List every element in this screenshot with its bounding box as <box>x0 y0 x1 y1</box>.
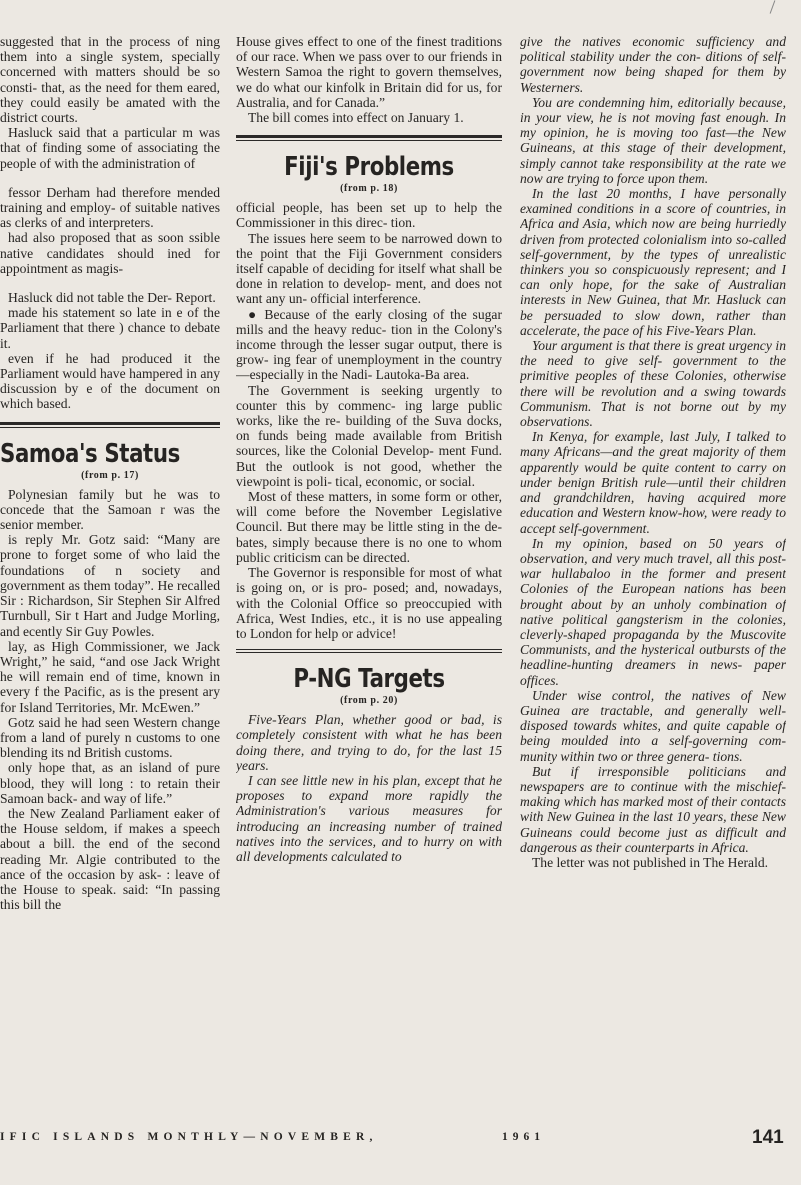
article-paragraph: official people, has been set up to help the Commissioner in this direc- tion. <box>236 200 502 231</box>
column-right <box>520 34 786 870</box>
article-paragraph: made his statement so late in e of the Parliament that there ) chance to debate it. <box>0 305 220 351</box>
letter-paragraph: give the natives economic sufficiency and political stability under the con- ditions of self-government now being shaped for them by Westerners. <box>520 34 786 95</box>
letter-paragraph: In my opinion, based on 50 years of observation, and very much travel, all this post-war hullabaloo in the former and present Colonies of the European nations has been brought about by an unholy combination of native political gangsterism in the colonies, cleverly-shaped propaganda by the Muscovite Communists, and the hysterical outbursts of the headline-hunting dreamers in news- paper offices. <box>520 535 786 688</box>
article-paragraph: had also proposed that as soon ssible native candidates should ined for appointment as magis- <box>0 230 220 276</box>
letter-paragraph: You are condemning him, editorially because, in your view, he is not moving fast enough. In my opinion, he is moving too fast—the New Guineans, at this stage of their development, simply cannot take responsibility at the rate we now are trying to force upon them. <box>520 94 786 186</box>
article-paragraph: suggested that in the process of ning them into a single system, specially concerned with matters should be so consti- that, as the need for them eared, they could easily be amated with the district courts. <box>0 34 220 126</box>
letter-paragraph: But if irresponsible politicians and newspapers are to continue with the mischief-making which has marked most of their contacts with New Guinea in the last 10 years, these New Guineans could become just as difficult and dangerous as their counterparts in Africa. <box>520 763 786 855</box>
page-number: 141 <box>752 1127 784 1148</box>
samoa-headline: Samoa's Status <box>0 438 180 469</box>
article-paragraph: even if he had produced it the Parliament would have hampered in any discussion by e of the document on which based. <box>0 350 220 412</box>
section-divider <box>236 649 502 653</box>
fiji-continued-from: (from p. 18) <box>340 183 398 195</box>
article-paragraph: House gives effect to one of the finest traditions of our race. When we pass over to our friends in Western Samoa the right to govern themselves, we do what our kinfolk in Britain did for us, for Australia, and for Canada.” <box>236 34 502 110</box>
article-paragraph: Most of these matters, in some form or other, will come before the November Legislative Council. But there may be little sting in the de- bates, simply because there is no one to whom public criticism can be directed. <box>236 489 502 565</box>
footer-year: 1961 <box>502 1131 545 1143</box>
column-left <box>0 34 220 912</box>
page-footer <box>0 1127 801 1151</box>
article-paragraph: The issues here seem to be narrowed down to the point that the Fiji Government considers itself capable of deciding for itself what shall be done in relation to develop- ment, and does not want any un- official interference. <box>236 230 502 307</box>
fiji-headline: Fiji's Problems <box>284 152 454 183</box>
letter-paragraph: In Kenya, for example, last July, I talked to many Africans—and the great majority of them apparently would be quite content to carry on under benign British rule—until their children and grandchildren, having acquired more education and Western know-how, were ready to accept self-government. <box>520 429 786 536</box>
closing-note: The letter was not published in The Herald. <box>532 854 769 870</box>
column-middle <box>236 34 502 864</box>
article-paragraph: is reply Mr. Gotz said: “Many are prone to forget some of who laid the foundations of n society and government as them today”. He recalled Sir : Richardson, Sir Stephen Sir Alfred Turnbull, Sir t Hart and Judge Morling, and ecently Sir Guy Powles. <box>0 532 220 639</box>
article-paragraph: only hope that, as an island of pure blood, they will long : to retain their Samoan back- and way of life.” <box>0 760 220 806</box>
png-headline: P-NG Targets <box>293 664 445 695</box>
letter-paragraph: Under wise control, the natives of New Guinea are tractable, and generally well-disposed towards whites, and quite capable of being moulded into a self-governing com- munity within two or three genera- tions. <box>520 687 786 764</box>
article-paragraph: Polynesian family but he was to concede that the Samoan r was the senior member. <box>0 486 220 533</box>
article-paragraph: I can see little new in his plan, except that he proposes to expand more rapidly the Administration's various measures for introducing an increasing number of trained natives into the services, and to hurry on with all developments calculated to <box>236 772 502 864</box>
article-paragraph: ● Because of the early closing of the sugar mills and the heavy reduc- tion in the Colony's income through the lesser sugar output, there is grow- ing fear of unemployment in the country—especially in the Nadi- Lautoka-Ba area. <box>236 306 502 383</box>
article-paragraph: The Government is seeking urgently to counter this by commenc- ing large public works, like the re- building of the Suva docks, on funds being made available from British sources, like the Colonial Develop- ment Fund. But the outlook is not good, whether the viewpoint is poli- tical, economic, or social. <box>236 382 502 489</box>
article-paragraph: the New Zealand Parliament eaker of the House seldom, if makes a speech about a bill. the end of the second reading Mr. Algie contributed to the ance of the occasion by ask- : leave of the House to speak. said: “In passing this bill the <box>0 805 220 913</box>
section-divider <box>236 135 502 141</box>
footer-masthead: IFIC ISLANDS MONTHLY—NOVEMBER, <box>0 1131 378 1143</box>
article-paragraph: Hasluck said that a particular m was that of finding some of associating the people of with the administration of <box>0 125 220 171</box>
article-paragraph: lay, as High Commissioner, we Jack Wright,” he said, “and ose Jack Wright he will remain end of time, known in every f the Pacific, as is the present ary for Island Territories, Mr. McEwen.” <box>0 638 220 715</box>
letter-paragraph: In the last 20 months, I have personally examined conditions in a score of countries, in Africa and Asia, which now are being hurriedly driven from protected colonialism into so-called self-government, by the types of unrealistic thinkers you so conspicuously represent; and I can only hope, for the sake of Australian interests in New Guinea, that Mr. Hasluck can be persuaded to slow down, rather than accelerate, the pace of his Five-Years Plan. <box>520 186 786 338</box>
page-corner-mark <box>770 0 776 13</box>
article-paragraph: The Governor is responsible for most of what is going on, or is pro- posed; and, nowadays, with the Colonial Office so preoccupied with Africa, West Indies, etc., it is no use appealing to London for help or advice! <box>236 565 502 641</box>
samoa-continued-from: (from p. 17) <box>81 469 139 481</box>
article-paragraph: Hasluck did not table the Der- Report. <box>8 290 216 306</box>
article-paragraph: fessor Derham had therefore mended training and employ- of suitable natives as clerks of and interpreters. <box>0 184 220 231</box>
article-paragraph: Gotz said he had seen Western change from a land of purely n customs to one blending its nd British customs. <box>0 714 220 761</box>
png-continued-from: (from p. 20) <box>340 695 398 707</box>
article-paragraph: Five-Years Plan, whether good or bad, is completely consistent with what he has been doing there, and trying to do, for the last 15 years. <box>236 712 502 773</box>
letter-paragraph: Your argument is that there is great urgency in the need to give self- government to the primitive peoples of these Colonies, otherwise there will be revolution and a swing towards Communism. That is not borne out by my observations. <box>520 338 786 430</box>
article-paragraph: The bill comes into effect on January 1. <box>248 110 464 126</box>
section-divider <box>0 422 220 428</box>
